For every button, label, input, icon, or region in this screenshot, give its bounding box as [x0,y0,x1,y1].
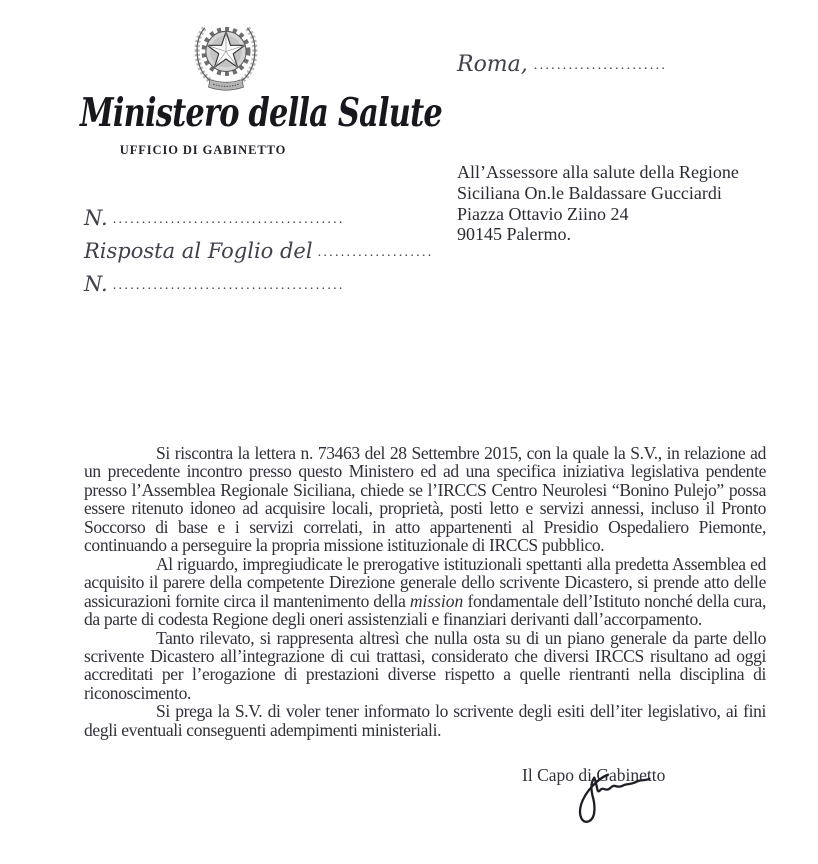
paragraph-4: Si prega la S.V. di voler tener informato lo scrivente degli esiti dell’iter legislativo, ai fini degli eventuali conseguenti adempimenti ministeriali. [84,701,766,740]
reply-to-sheet-dotted-line: .................... [317,245,434,260]
recipient-address [457,162,739,245]
recipient-line-4: 90145 Palermo. [457,224,571,245]
recipient-line-2: Siciliana On.le Baldassare Gucciardi [457,182,722,203]
protocol-fields [84,206,434,305]
paragraph-3: Tanto rilevato, si rappresenta altresì che nulla osta su di un piano generale da parte dello scrivente Dicastero all’integrazione di cui trattasi, considerato che diversi IRCCS risultano ad oggi accreditati per l’erogazione di prestazioni diverse rispetto a quelle rientranti nella disciplina di riconoscimento. [84,627,766,703]
paragraph-2-before: Al riguardo, impregiudicate le prerogative istituzionali spettanti alla predetta Assemblea ed acquisito il parere della competente Direzione generale dello scrivente Dicastero, si prende atto delle assicurazioni fornite circa il mantenimento della [84,553,766,611]
protocol-number-dotted-line-2: ........................................ [112,278,345,293]
banner-ribbon [209,80,244,91]
date-dotted-line: ....................... [533,58,668,73]
paragraph-1: Si riscontra la lettera n. 73463 del 28 Settembre 2015, con la quale la S.V., in relazione ad un precedente incontro presso questo Ministero ed ad una specifica iniziativa legislativa pendente presso l’Assemblea Regionale Siciliana, chiede se l’IRCCS Centro Neurolesi “Bonino Pulejo” possa essere ritenuto idoneo ad acquisire locali, proprietà, posti letto e servizi annessi, incluso il Pronto Soccorso di base e i servizi correlati, in atto appartenenti al Presidio Ospedaliero Piemonte, continuando a perseguire la propria missione istituzionale di IRCCS pubblico. [84,443,766,556]
date-line [457,52,667,77]
recipient-line-3: Piazza Ottavio Ziino 24 [457,203,629,224]
office-label: UFFICIO DI GABINETTO [119,143,287,157]
italy-republic-emblem [188,12,264,100]
reply-to-sheet-label: Risposta al Foglio del [84,239,313,263]
date-city-label: Roma, [457,52,528,77]
recipient-line-1: All’Assessore alla salute della Regione [457,162,739,182]
closing-role: Il Capo di Gabinetto [522,765,666,785]
paragraph-2-after: fondamentale dell’Istituto nonché della cura, da parte di codesta Regione degli oneri assistenziali e finanziari derivanti dall’accorpamento. [84,590,767,630]
protocol-number-field-2 [84,272,434,305]
protocol-number-label-2: N. [84,272,108,296]
letter-body [84,444,766,739]
reply-to-sheet-field [84,239,434,272]
protocol-number-field [84,206,434,239]
handwritten-signature [564,766,672,837]
paragraph-2 [84,555,766,629]
ministry-title: Ministero della Salute [80,90,442,136]
protocol-number-dotted-line: ........................................ [112,212,345,227]
protocol-number-label: N. [84,206,108,230]
paragraph-2-italic-word: mission [409,590,464,611]
italy-republic-emblem-icon [188,12,264,100]
